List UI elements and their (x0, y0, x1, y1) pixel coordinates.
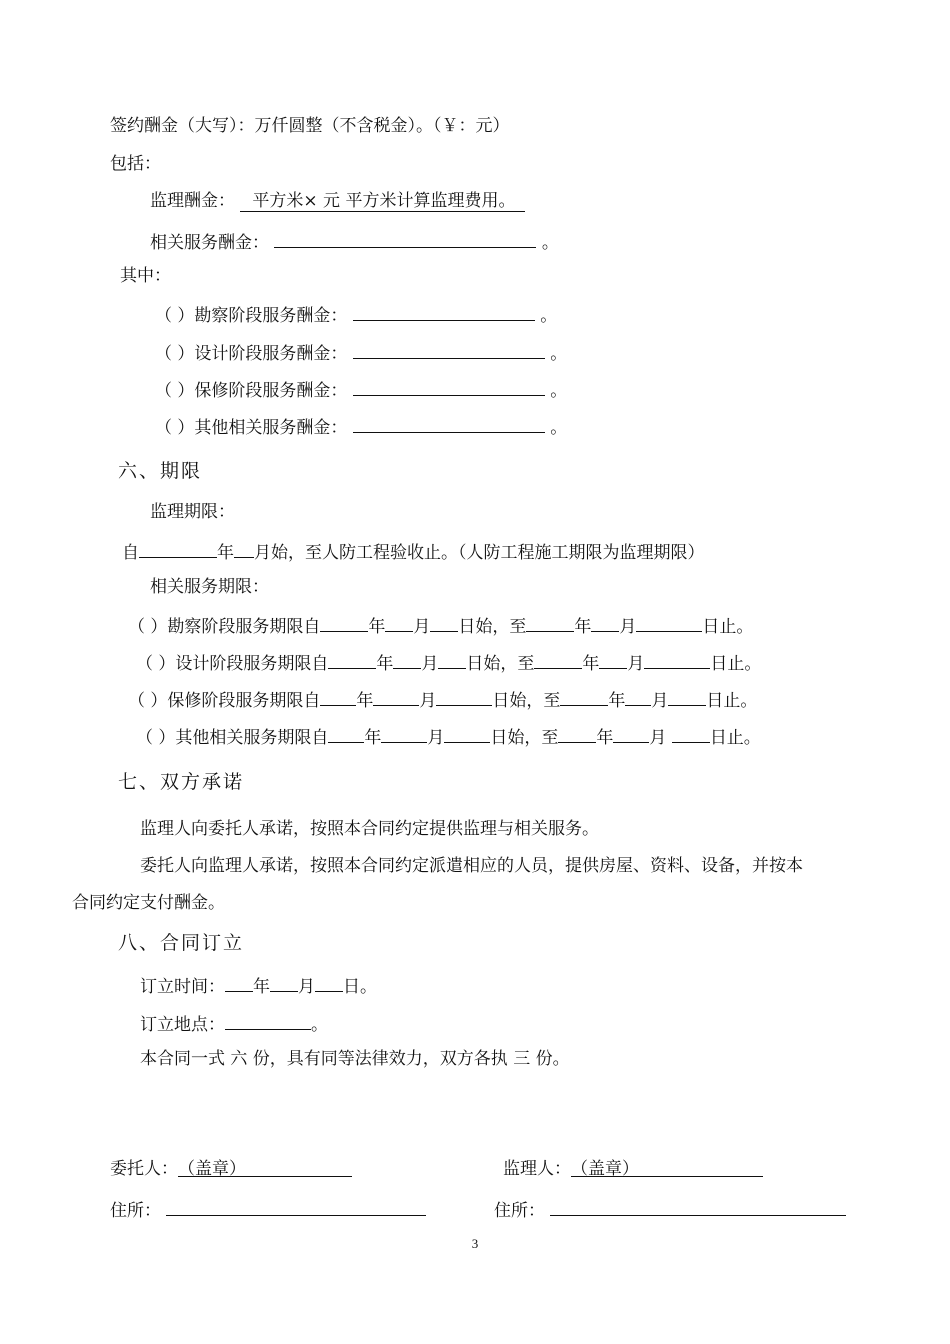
period-row-warranty (128, 687, 757, 712)
supervision-fee-value[interactable]: 平方米× 元 平方米计算监理费用。 (240, 191, 525, 212)
year-blank[interactable] (328, 650, 376, 669)
related-fee-label: 相关服务酬金： (150, 233, 269, 253)
section-heading-period: 六、期限 (118, 460, 203, 482)
supervision-period-row (122, 539, 705, 564)
day-start-text: 日始，至 (466, 654, 535, 674)
section-heading-signing: 八、合同订立 (118, 932, 245, 954)
supervision-fee-label: 监理酬金： (150, 191, 235, 211)
month-text: 月 (427, 728, 445, 748)
client-address-blank[interactable] (166, 1197, 426, 1216)
address-label: 住所： (110, 1201, 161, 1221)
period-row-label: （ ）勘察阶段服务期限自 (128, 617, 321, 637)
place-blank[interactable] (225, 1011, 311, 1030)
day-blank[interactable] (438, 650, 466, 669)
year-blank[interactable] (320, 613, 368, 632)
year-text: 年 (364, 728, 382, 748)
fee-item-label: （ ）其他相关服务酬金： (155, 418, 348, 438)
year-blank[interactable] (560, 687, 608, 706)
client-label: 委托人： (110, 1159, 178, 1179)
day-end-text: 日止。 (709, 728, 761, 748)
month-text: 月 (651, 691, 669, 711)
supervisor-address-blank[interactable] (550, 1197, 846, 1216)
seal-text: （盖章） (571, 1159, 639, 1179)
period-row-label: （ ）保修阶段服务期限自 (128, 691, 321, 711)
signing-time-label: 订立时间： (140, 977, 225, 997)
related-fee-row (150, 229, 559, 254)
month-text: 月 (419, 691, 437, 711)
fee-item-other (155, 414, 567, 439)
day-blank[interactable] (315, 973, 343, 992)
month-blank[interactable] (599, 650, 627, 669)
period-row-survey (128, 613, 753, 638)
related-period-label: 相关服务期限： (150, 577, 269, 597)
fee-item-blank[interactable] (353, 414, 545, 433)
end-mark: 。 (311, 1015, 328, 1035)
signing-place-label: 订立地点： (140, 1015, 225, 1035)
supervision-fee-row (150, 190, 525, 212)
signing-place-row (140, 1011, 328, 1036)
day-end-text: 日止。 (710, 654, 762, 674)
supervisor-address-row (494, 1197, 846, 1222)
year-text: 年 (582, 654, 600, 674)
year-text: 年 (608, 691, 626, 711)
day-blank[interactable] (636, 613, 702, 632)
year-text: 年 (574, 617, 592, 637)
end-mark: 。 (550, 381, 568, 401)
month-text: 月 (649, 728, 667, 748)
end-mark: 。 (550, 344, 568, 364)
month-text: 月 (627, 654, 645, 674)
section-heading-promise: 七、双方承诺 (118, 771, 245, 793)
end-mark: 。 (541, 233, 559, 253)
month-blank[interactable] (270, 973, 298, 992)
year-blank[interactable] (320, 687, 356, 706)
month-blank[interactable] (613, 724, 649, 743)
month-blank[interactable] (591, 613, 619, 632)
copies-text: 本合同一式 六 份，具有同等法律效力，双方各执 三 份。 (140, 1049, 570, 1069)
fee-item-label: （ ）保修阶段服务酬金： (155, 381, 348, 401)
fee-item-label: （ ）勘察阶段服务酬金： (155, 306, 348, 326)
year-blank[interactable] (328, 724, 364, 743)
day-end-text: 日止。 (706, 691, 758, 711)
supervisor-seal-field[interactable] (571, 1158, 763, 1177)
promise-client-line2: 合同约定支付酬金。 (72, 893, 225, 913)
fee-item-warranty (155, 377, 567, 402)
day-start-text: 日始，至 (490, 728, 559, 748)
client-seal-field[interactable] (178, 1158, 352, 1177)
period-row-label: （ ）设计阶段服务期限自 (136, 654, 329, 674)
from-text: 自 (122, 543, 139, 563)
page-number: 3 (471, 1236, 479, 1251)
year-blank[interactable] (139, 539, 217, 558)
month-blank[interactable] (373, 687, 419, 706)
day-blank[interactable] (644, 650, 710, 669)
end-mark: 。 (550, 418, 568, 438)
fee-item-blank[interactable] (353, 340, 545, 359)
year-text: 年 (368, 617, 386, 637)
month-text: 月 (421, 654, 439, 674)
day-blank[interactable] (430, 613, 458, 632)
month-text: 月 (619, 617, 637, 637)
address-label: 住所： (494, 1201, 545, 1221)
month-start-text: 月始，至人防工程验收止。（人防工程施工期限为监理期限） (254, 543, 705, 563)
day-blank[interactable] (444, 724, 490, 743)
day-blank[interactable] (436, 687, 492, 706)
month-text: 月 (298, 977, 315, 997)
fee-sign-line: 签约酬金（大写）：万仟圆整（不含税金）。（￥：元） (110, 116, 510, 136)
year-text: 年 (356, 691, 374, 711)
period-row-design (136, 650, 761, 675)
month-blank[interactable] (381, 724, 427, 743)
supervision-period-label: 监理期限： (150, 502, 235, 522)
month-blank[interactable] (385, 613, 413, 632)
promise-client-line1: 委托人向监理人承诺，按照本合同约定派遣相应的人员，提供房屋、资料、设备，并按本 (140, 856, 803, 876)
year-blank[interactable] (526, 613, 574, 632)
year-blank[interactable] (558, 724, 596, 743)
supervisor-label: 监理人： (503, 1159, 571, 1179)
year-text: 年 (376, 654, 394, 674)
year-blank[interactable] (534, 650, 582, 669)
seal-text: （盖章） (178, 1159, 246, 1179)
month-text: 月 (413, 617, 431, 637)
day-blank[interactable] (668, 687, 706, 706)
day-start-text: 日始，至 (492, 691, 561, 711)
fee-item-blank[interactable] (353, 302, 535, 321)
among-label: 其中： (120, 266, 171, 286)
fee-include-label: 包括： (110, 154, 161, 174)
day-end-text: 日。 (343, 977, 377, 997)
fee-item-survey (155, 302, 557, 327)
month-blank[interactable] (393, 650, 421, 669)
supervisor-signature-row (503, 1158, 763, 1180)
day-start-text: 日始，至 (458, 617, 527, 637)
month-blank[interactable] (234, 539, 254, 558)
fee-item-label: （ ）设计阶段服务酬金： (155, 344, 348, 364)
year-text: 年 (596, 728, 614, 748)
promise-supervisor: 监理人向委托人承诺，按照本合同约定提供监理与相关服务。 (140, 819, 599, 839)
day-blank[interactable] (672, 724, 710, 743)
fee-item-design (155, 340, 567, 365)
client-address-row (110, 1197, 426, 1222)
year-blank[interactable] (225, 973, 253, 992)
month-blank[interactable] (625, 687, 651, 706)
period-row-label: （ ）其他相关服务期限自 (136, 728, 329, 748)
day-end-text: 日止。 (702, 617, 754, 637)
end-mark: 。 (540, 306, 558, 326)
signing-time-row (140, 973, 377, 998)
year-text: 年 (253, 977, 270, 997)
fee-item-blank[interactable] (353, 377, 545, 396)
year-text: 年 (217, 543, 234, 563)
period-row-other (136, 724, 761, 749)
related-fee-blank[interactable] (274, 229, 536, 248)
client-signature-row (110, 1158, 352, 1180)
